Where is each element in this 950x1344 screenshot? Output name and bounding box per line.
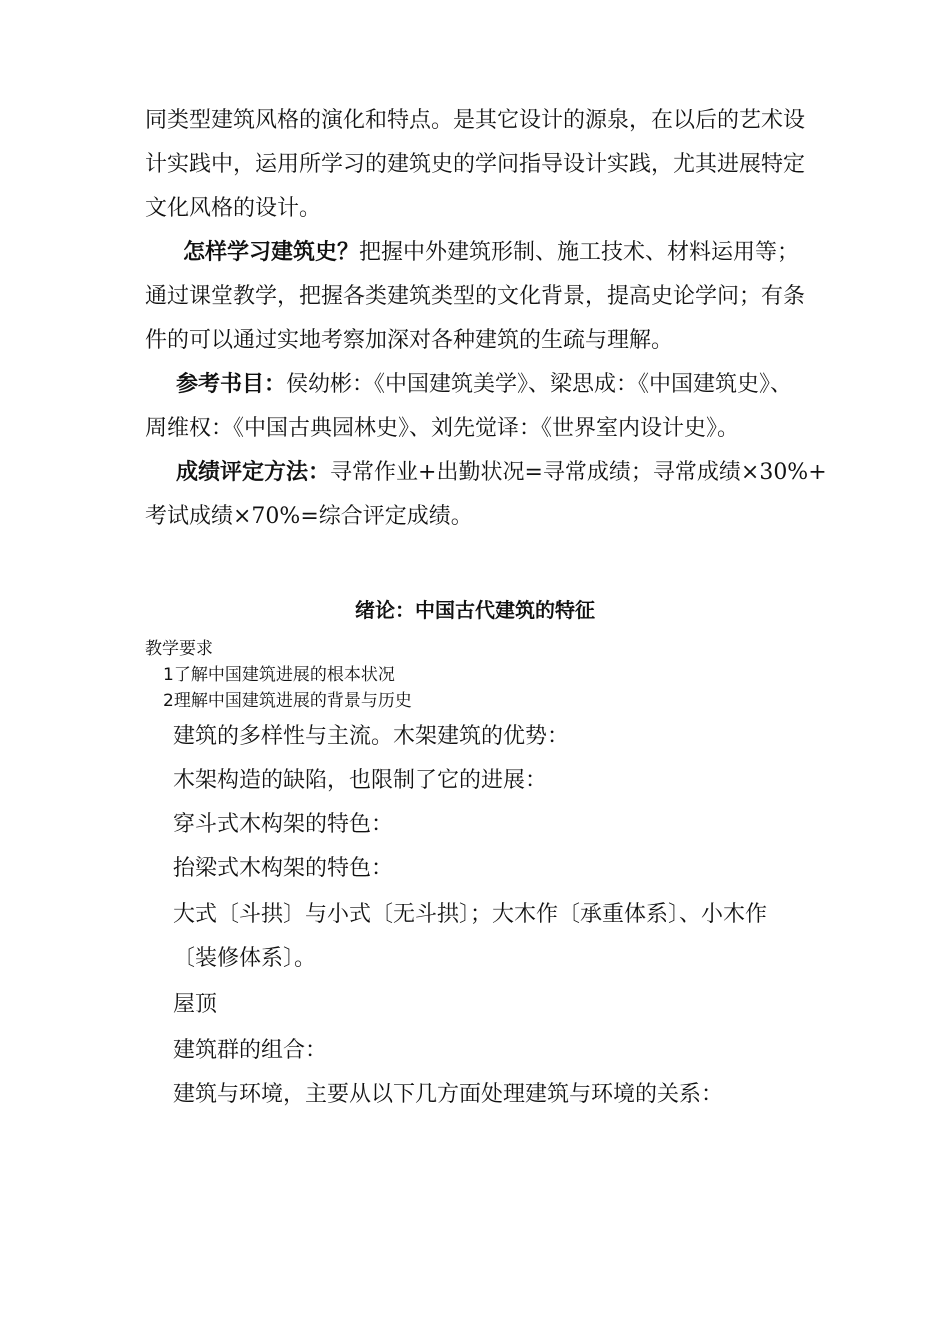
intro-p2-line-1 <box>183 238 799 268</box>
intro-p1-line-2: 计实践中，运用所学习的建筑史的学问指导设计实践，尤其进展特定 <box>145 152 806 177</box>
topic-line-2: 木架构造的缺陷，也限制了它的进展： <box>173 768 548 793</box>
requirements-label: 教学要求 <box>145 639 213 659</box>
intro-p4-line-1 <box>176 458 827 488</box>
intro-p3-text-1: 侯幼彬：《中国建筑美学》、梁思成：《中国建筑史》、 <box>286 372 793 397</box>
intro-p2-label: 怎样学习建筑史？ <box>183 240 360 265</box>
intro-p4-text-1: 寻常作业+出勤状况=寻常成绩；寻常成绩×30%+ <box>330 460 827 485</box>
chapter-title: 绪论：中国古代建筑的特征 <box>355 598 595 622</box>
intro-p3-line-1 <box>176 370 792 400</box>
topic-line-9: 建筑与环境，主要从以下几方面处理建筑与环境的关系： <box>173 1082 724 1107</box>
intro-p2-line-2: 通过课堂教学，把握各类建筑类型的文化背景，提高史论学问；有条 <box>145 284 806 309</box>
intro-p4-label: 成绩评定方法： <box>176 460 331 485</box>
topic-line-7: 屋顶 <box>173 992 218 1017</box>
topic-line-3: 穿斗式木构架的特色： <box>173 812 394 837</box>
topic-line-6: 〔装修体系〕。 <box>173 946 317 971</box>
intro-p1-line-3: 文化风格的设计。 <box>145 196 322 221</box>
intro-p1-line-1: 同类型建筑风格的演化和特点。是其它设计的源泉，在以后的艺术设 <box>145 108 806 133</box>
intro-p4-line-2: 考试成绩×70%=综合评定成绩。 <box>145 504 473 529</box>
intro-p3-label: 参考书目： <box>176 372 287 397</box>
intro-p2-text-1: 把握中外建筑形制、施工技术、材料运用等； <box>359 240 800 265</box>
topic-line-8: 建筑群的组合： <box>173 1038 328 1063</box>
topic-line-4: 抬梁式木构架的特色： <box>173 856 394 881</box>
requirement-item-2: 2理解中国建筑进展的背景与历史 <box>163 691 412 711</box>
topic-line-1: 建筑的多样性与主流。木架建筑的优势： <box>173 724 570 749</box>
requirement-item-1: 1了解中国建筑进展的根本状况 <box>163 665 395 685</box>
topic-line-5: 大式〔斗拱〕与小式〔无斗拱〕；大木作〔承重体系〕、小木作 <box>173 902 768 927</box>
intro-p3-line-2: 周维权：《中国古典园林史》、刘先觉译：《世界室内设计史》。 <box>145 416 740 441</box>
intro-p2-line-3: 件的可以通过实地考察加深对各种建筑的生疏与理解。 <box>145 328 674 353</box>
